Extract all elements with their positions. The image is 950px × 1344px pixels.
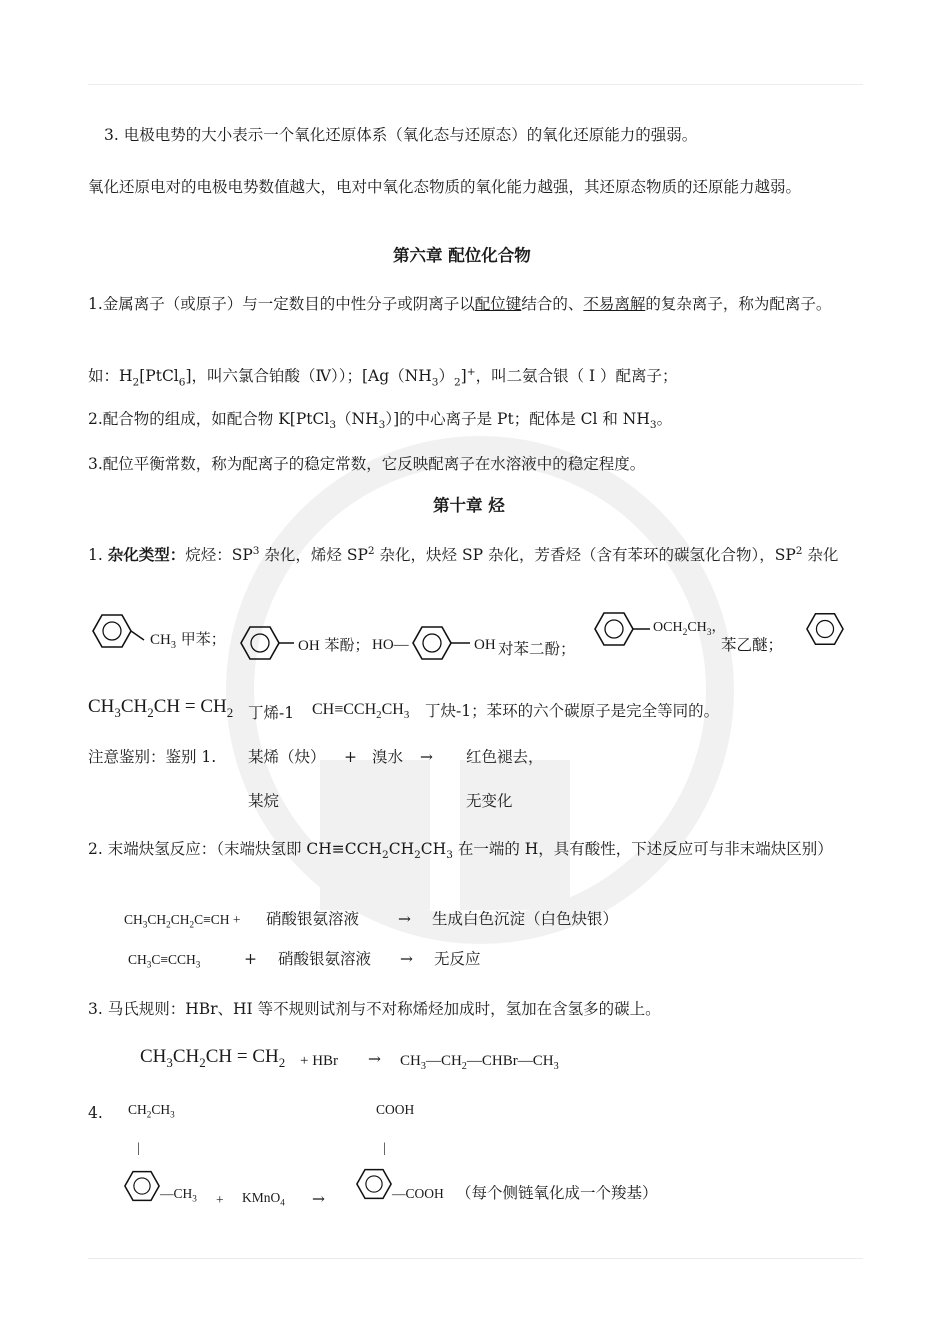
methyl-substituent: $—CH_3$ (160, 1186, 197, 1204)
chapter-10-title: 第十章 烃 (433, 496, 505, 515)
hydroquinone-label: OH (474, 637, 496, 653)
reaction-3-hbr: + HBr (300, 1053, 339, 1069)
chapter-6-title: 第六章 配位化合物 (393, 246, 531, 265)
bond-bar-right: | (383, 1140, 386, 1155)
complex-ion-definition: 1.金属离子（或原子）与一定数目的中性分子或阴离子以配位键结合的、不易离解的复杂离子，称为配离子。 (88, 295, 832, 313)
reaction-3-reactant: $CH_3CH_2CH = CH_2$ (140, 1046, 286, 1070)
cooh-top-label: COOH (376, 1102, 415, 1117)
reaction-2-reagent: 硝酸银氨溶液 (278, 950, 372, 968)
hybridization-types: 1. 杂化类型：烷烃：$SP^3$ 杂化，烯烃 $SP^2$ 杂化，炔烃 SP 杂化，芳香烃（含有苯环的碳氢化合物），$SP^2$ 杂化 (88, 544, 839, 564)
bond-bar-left: | (137, 1140, 140, 1155)
cooh-substituent: —COOH (392, 1186, 444, 1201)
identification-label: 注意鉴别：鉴别 1. (88, 748, 217, 766)
stability-constant: 3.配位平衡常数，称为配离子的稳定常数，它反映配离子在水溶液中的稳定程度。 (88, 455, 646, 473)
phenetole-label: $OCH_2CH_3$， (653, 620, 726, 638)
hydroquinone-name: 对苯二酚； (498, 640, 576, 658)
phenetole-name: 苯乙醚； (721, 636, 784, 654)
complex-composition: 2.配合物的组成，如配合物 $K[PtCl_3(NH_3)]$的中心离子是 Pt；配体是 Cl 和 $NH_3$。 (88, 410, 673, 432)
butene-name: 丁烯-1 (248, 704, 295, 722)
hydroquinone-structure (412, 626, 472, 660)
product-benzene-ring (356, 1168, 392, 1200)
reaction-3-arrow: → (368, 1050, 381, 1068)
identify-bromine-water: 溴水 (372, 748, 404, 766)
identify-alkene: 某烯（炔） (248, 748, 326, 766)
header-rule (88, 84, 863, 85)
reaction-3-product: $CH_3—CH_2—CHBr—CH_3$ (400, 1053, 559, 1072)
complex-ion-example: 如：$H_2[PtCl_6]$，叫六氯合铂酸（Ⅳ））；$[Ag(NH_3)_2]^+$，叫二氨合银（ Ⅰ ）配离子； (88, 366, 678, 389)
butene-formula: $CH_3CH_2CH = CH_2$ (88, 696, 234, 720)
reaction-1-result: 生成白色沉淀（白色炔银） (432, 910, 619, 928)
electrode-potential-explanation: 氧化还原电对的电极电势数值越大，电对中氧化态物质的氧化能力越强，其还原态物质的还原能力越弱。 (88, 178, 802, 196)
identify-result-2: 无变化 (466, 792, 513, 810)
reaction-1-reactant: $CH_3CH_2CH_2C\equiv CH$ + (124, 912, 241, 930)
markovnikov-rule: 3. 马氏规则：HBr、HI 等不规则试剂与不对称烯烃加成时，氢加在含氢多的碳上。 (88, 1000, 661, 1018)
phenetole-structure (594, 612, 652, 646)
identify-arrow: → (420, 748, 433, 766)
electrode-potential-statement: 3. 电极电势的大小表示一个氧化还原体系（氧化态与还原态）的氧化还原能力的强弱。 (104, 126, 698, 144)
phenol-structure (240, 626, 294, 660)
reaction-2-arrow: → (400, 950, 413, 968)
benzene-structure (806, 612, 844, 646)
identify-result-1: 红色褪去， (466, 748, 544, 766)
footer-rule (88, 1258, 863, 1259)
butyne-formula: $CH\equiv CCH_2CH_3$ (312, 701, 410, 722)
item-4-plus: + (216, 1192, 224, 1207)
reaction-2-reactant: $CH_3C\equiv CCH_3$ (128, 952, 201, 970)
toluene-structure (92, 614, 132, 648)
item-4-arrow: → (312, 1190, 325, 1208)
hydroquinone-ho-label: HO— (372, 637, 409, 653)
ethyl-substituent: $CH_2CH_3$ (128, 1102, 175, 1120)
reaction-1-reagent: 硝酸银氨溶液 (266, 910, 360, 928)
terminal-alkyne-reaction: 2. 末端炔氢反应：（末端炔氢即 $CH\equiv CCH_2CH_2CH_3$ 在一端的 H，具有酸性，下述反应可与非末端炔区别） (88, 840, 833, 862)
phenol-label: OH 苯酚； (298, 636, 370, 654)
reaction-2-result: 无反应 (434, 950, 481, 968)
item-4-number: 4. (88, 1104, 103, 1122)
reaction-2-plus: + (244, 950, 257, 968)
underlined-term-hard-to-dissociate: 不易离解 (583, 295, 646, 313)
butyne-name-and-benzene-note: 丁炔-1；苯环的六个碳原子是完全等同的。 (425, 702, 720, 720)
reactant-benzene-ring (124, 1170, 160, 1202)
reaction-1-arrow: → (398, 910, 411, 928)
toluene-label: $CH_3$ 甲苯； (150, 630, 226, 651)
identify-plus: + (344, 748, 357, 766)
underlined-term-coordinate-bond: 配位键 (474, 295, 522, 313)
kmno4-reagent: KMnO$_4$ (242, 1190, 285, 1208)
side-chain-oxidation-note: （每个侧链氧化成一个羧基） (456, 1184, 658, 1202)
identify-alkane: 某烷 (248, 792, 280, 810)
